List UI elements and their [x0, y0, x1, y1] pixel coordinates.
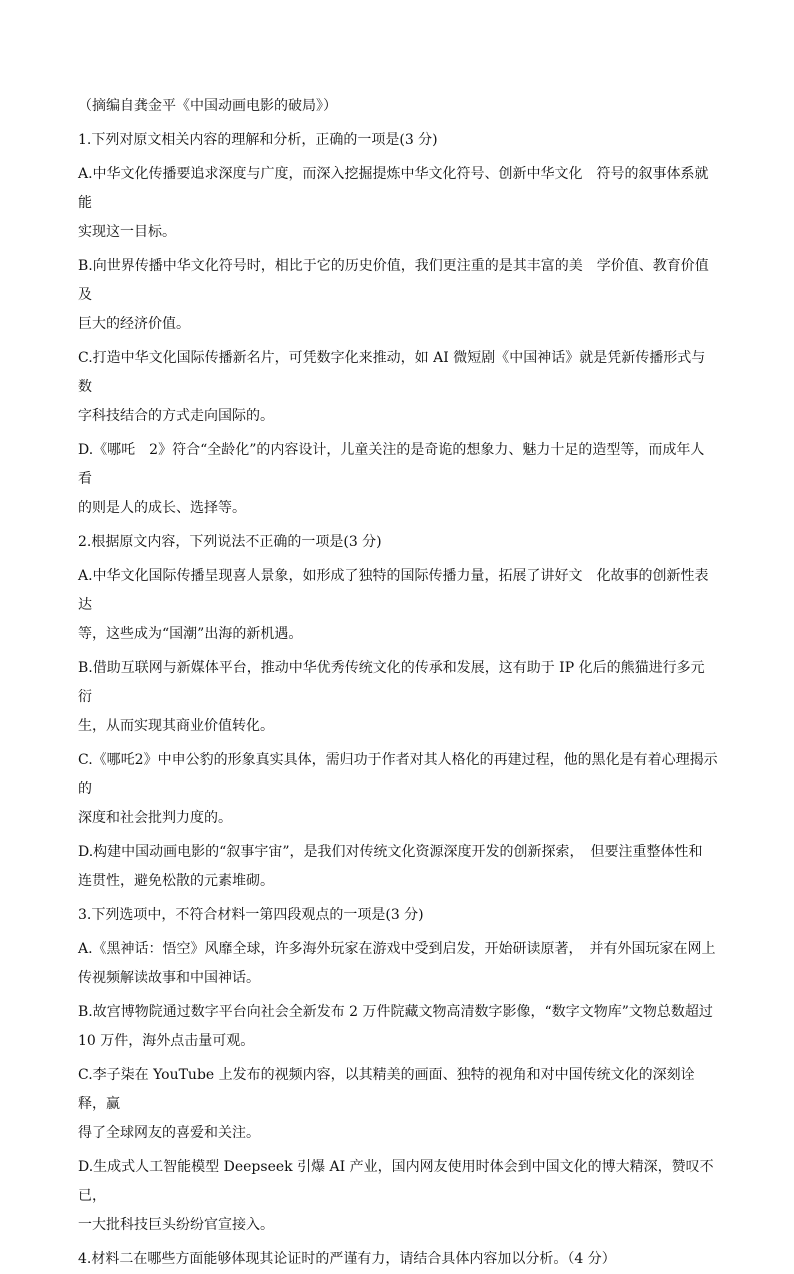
option-line: B.借助互联网与新媒体平台，推动中华优秀传统文化的传承和发展，这有助于 IP 化后的熊猫进行多元衍 — [78, 660, 705, 705]
option-line: 等，这些成为“国潮”出海的新机遇。 — [78, 626, 303, 642]
question-2-stem: 2.根据原文内容，下列说法不正确的一项是(3 分) — [78, 534, 382, 550]
option-line: 的则是人的成长、选择等。 — [78, 500, 246, 516]
option-line: 连贯性，避免松散的元素堆砌。 — [78, 873, 274, 889]
option-line: D.生成式人工智能模型 Deepseek 引爆 AI 产业，国内网友使用时体会到中国文化的博大精深，赞叹不已， — [78, 1159, 714, 1204]
question-1-option-d — [78, 436, 718, 523]
option-line: B.向世界传播中华文化符号时，相比于它的历史价值，我们更注重的是其丰富的美 学价值、教育价值及 — [78, 258, 709, 303]
option-line: D.构建中国动画电影的“叙事宇宙”，是我们对传统文化资源深度开发的创新探索， 但要注重整体性和 — [78, 844, 703, 860]
option-line: A.《黑神话：悟空》风靡全球，许多海外玩家在游戏中受到启发，开始研读原著， 并有外国玩家在网上 — [78, 941, 716, 957]
option-line: 实现这一目标。 — [78, 224, 176, 240]
question-3 — [78, 901, 718, 930]
option-line: 生，从而实现其商业价值转化。 — [78, 718, 274, 734]
question-3-option-a — [78, 935, 718, 993]
option-line: A.中华文化国际传播呈现喜人景象，如形成了独特的国际传播力量，拓展了讲好文 化故事的创新性表达 — [78, 568, 709, 613]
option-line: 一大批科技巨头纷纷官宣接入。 — [78, 1217, 274, 1233]
question-2-option-a — [78, 562, 718, 649]
option-line: 得了全球网友的喜爱和关注。 — [78, 1125, 260, 1141]
question-1 — [78, 126, 718, 155]
option-line: 10 万件，海外点击量可观。 — [78, 1033, 255, 1049]
source-citation: （摘编自龚金平《中国动画电影的破局》） — [78, 98, 337, 114]
question-4 — [78, 1245, 718, 1274]
option-line: D.《哪吒 2》符合“全龄化”的内容设计，儿童关注的是奇诡的想象力、魅力十足的造型等，而成年人看 — [78, 442, 705, 487]
option-line: C.打造中华文化国际传播新名片，可凭数字化来推动，如 AI 微短剧《中国神话》就是凭新传播形式与数 — [78, 350, 706, 395]
option-line: C.李子柒在 YouTube 上发布的视频内容，以其精美的画面、独特的视角和对中国传统文化的深刻诠释，赢 — [78, 1067, 695, 1112]
question-3-option-b — [78, 998, 718, 1056]
question-1-option-c — [78, 344, 718, 431]
question-2-option-d — [78, 838, 718, 896]
option-line: A.中华文化传播要追求深度与广度，而深入挖掘提炼中华文化符号、创新中华文化 符号的叙事体系就能 — [78, 166, 709, 211]
option-line: 传视频解读故事和中国神话。 — [78, 970, 260, 986]
option-line: 巨大的经济价值。 — [78, 316, 190, 332]
question-3-option-d — [78, 1153, 718, 1240]
question-2-option-c — [78, 746, 718, 833]
question-3-stem: 3.下列选项中，不符合材料一第四段观点的一项是(3 分) — [78, 907, 424, 923]
question-4-stem: 4.材料二在哪些方面能够体现其论证时的严谨有力，请结合具体内容加以分析。（4 分） — [78, 1251, 616, 1267]
option-line: 字科技结合的方式走向国际的。 — [78, 408, 274, 424]
question-1-stem: 1.下列对原文相关内容的理解和分析，正确的一项是(3 分) — [78, 132, 438, 148]
option-line: B.故宫博物院通过数字平台向社会全新发布 2 万件院藏文物高清数字影像，“数字文物库”文物总数超过 — [78, 1004, 713, 1020]
option-line: 深度和社会批判力度的。 — [78, 810, 232, 826]
question-2-option-b — [78, 654, 718, 741]
document-content — [78, 92, 718, 1274]
question-1-option-b — [78, 252, 718, 339]
question-3-option-c — [78, 1061, 718, 1148]
question-2 — [78, 528, 718, 557]
option-line: C.《哪吒2》中申公豹的形象真实具体，需归功于作者对其人格化的再建过程，他的黑化是有着心理揭示的 — [78, 752, 718, 797]
question-1-option-a — [78, 160, 718, 247]
